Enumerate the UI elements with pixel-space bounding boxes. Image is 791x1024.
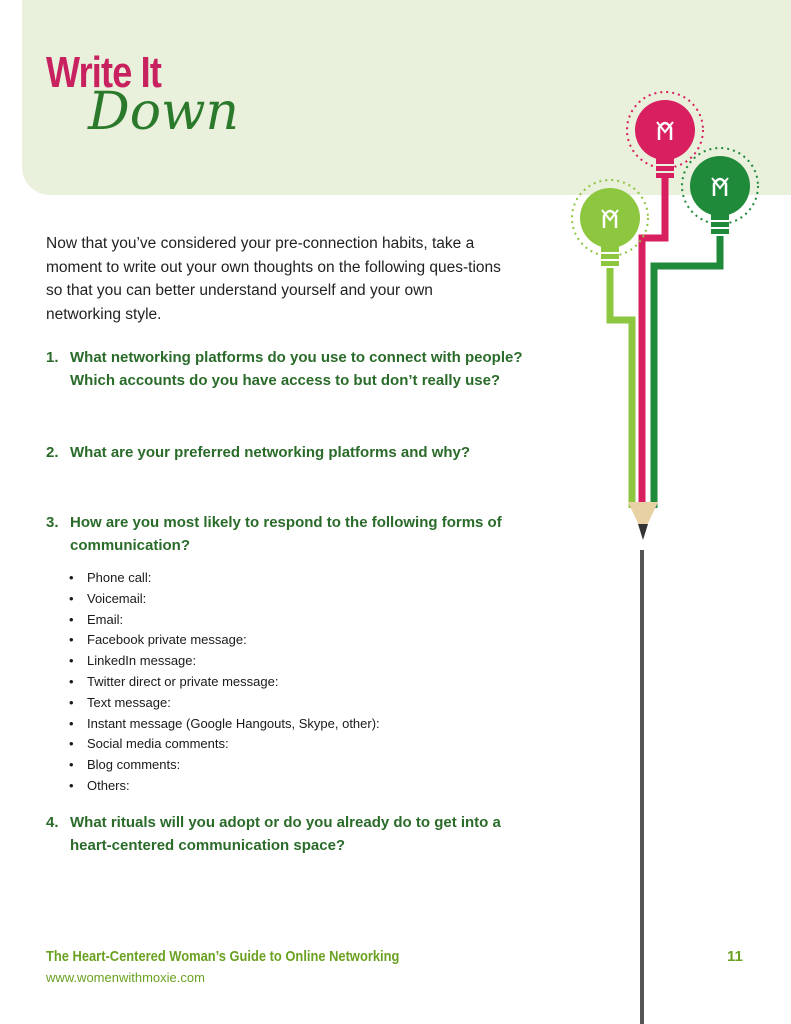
lightbulb-icon <box>682 148 758 234</box>
vertical-divider-line <box>640 550 644 1024</box>
list-item: • Phone call: <box>69 568 380 589</box>
footer-title: The Heart-Centered Woman’s Guide to Online Networking <box>46 948 400 965</box>
question-1 <box>46 346 526 392</box>
green-stem <box>654 236 720 508</box>
list-item: • Social media comments: <box>69 734 380 755</box>
question-number: 2. <box>46 444 59 461</box>
page-number: 11 <box>727 948 743 965</box>
intro-paragraph: Now that you’ve considered your pre-connection habits, take a moment to write out your own thoughts on the following ques-tions so that you can better understand yourself and your own networking style. <box>46 235 501 323</box>
list-item: • Blog comments: <box>69 755 380 776</box>
question-text: How are you most likely to respond to the following forms of communication? <box>70 514 502 554</box>
list-item: • Text message: <box>69 693 380 714</box>
communication-forms-list <box>69 568 380 797</box>
page-title-line2: Down <box>88 82 239 142</box>
list-item: • Email: <box>69 610 380 631</box>
list-item: • Others: <box>69 776 380 797</box>
question-text: What are your preferred networking platforms and why? <box>70 444 471 461</box>
lime-stem <box>610 268 632 508</box>
list-item: • Voicemail: <box>69 589 380 610</box>
question-3 <box>46 511 516 557</box>
question-number: 1. <box>46 349 59 366</box>
question-number: 3. <box>46 514 59 531</box>
question-2 <box>46 441 526 464</box>
list-item: • Instant message (Google Hangouts, Skype, other): <box>69 714 380 735</box>
list-item: • Twitter direct or private message: <box>69 672 380 693</box>
lightbulb-pencil-illustration <box>560 88 770 548</box>
lightbulb-icon <box>627 92 703 178</box>
page-title-line1: Write It <box>46 48 162 97</box>
question-text: What networking platforms do you use to connect with people? Which accounts do you have access to but don’t really use? <box>70 349 523 389</box>
footer-url[interactable]: www.womenwithmoxie.com <box>46 970 205 985</box>
list-item: • Facebook private message: <box>69 630 380 651</box>
question-4 <box>46 811 516 857</box>
question-number: 4. <box>46 814 59 831</box>
lightbulb-icon <box>572 180 648 266</box>
list-item: • LinkedIn message: <box>69 651 380 672</box>
pencil-lead <box>638 524 648 540</box>
question-text: What rituals will you adopt or do you already do to get into a heart-centered communication space? <box>70 814 501 854</box>
